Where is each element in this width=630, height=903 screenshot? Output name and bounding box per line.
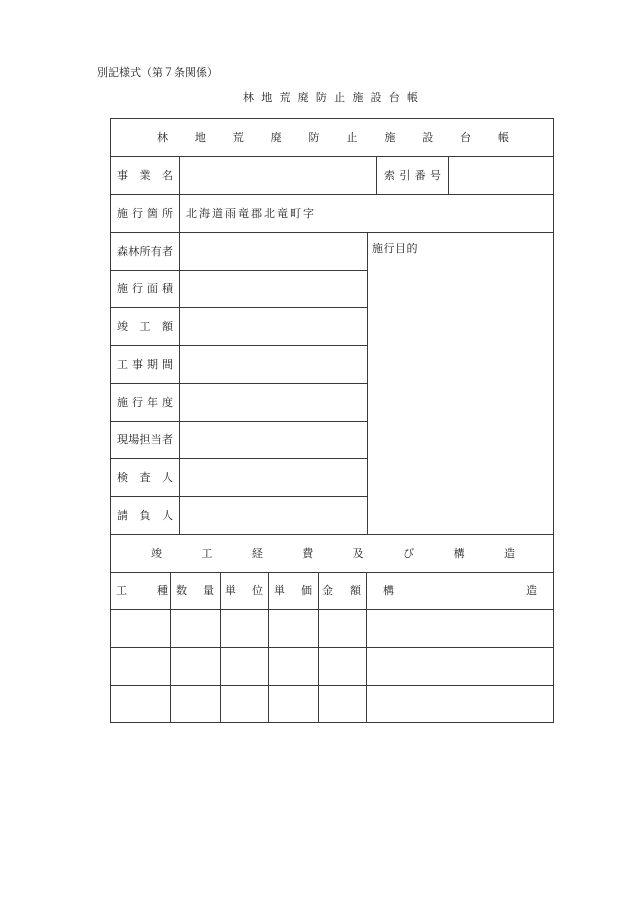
- cost-row-1-unit: [220, 609, 269, 648]
- col-label-unit: 単 位: [225, 584, 263, 597]
- contractor-label-cell: [110, 496, 180, 535]
- inspector-value-cell: [179, 458, 368, 497]
- cost-row-2-unit-price: [268, 647, 319, 686]
- cost-row-2-quantity: [170, 647, 221, 686]
- index-number-value-cell: [448, 156, 554, 195]
- ledger-table: [110, 118, 554, 723]
- forest-owner-label: 森林所有者: [117, 244, 173, 258]
- work-purpose-label: 施行目的: [372, 242, 418, 255]
- site-manager-label-cell: [110, 421, 180, 459]
- forest-owner-value-cell: [179, 232, 368, 271]
- site-manager-value-cell: [179, 421, 368, 459]
- cost-row-3-work-type: [110, 685, 171, 723]
- table-heading-cell: [110, 118, 554, 157]
- index-number-label: 索引番号: [384, 168, 441, 182]
- forest-owner-label-cell: [110, 232, 180, 271]
- inspector-label-cell: [110, 458, 180, 497]
- col-header-work-type: [110, 572, 171, 610]
- cost-row-2-amount: [318, 647, 367, 686]
- project-name-label: 事 業 名: [117, 168, 173, 182]
- col-header-amount: [318, 572, 367, 610]
- completion-amount-value-cell: [179, 307, 368, 346]
- col-label-amount: 金 額: [322, 584, 361, 597]
- index-number-label-cell: [376, 156, 449, 195]
- cost-row-1-unit-price: [268, 609, 319, 648]
- completion-amount-label-cell: [110, 307, 180, 346]
- construction-period-label: 工事期間: [117, 357, 173, 371]
- cost-row-3-quantity: [170, 685, 221, 723]
- col-header-structure: [366, 572, 554, 610]
- contractor-value-cell: [179, 496, 368, 535]
- site-manager-label: 現場担当者: [117, 433, 173, 446]
- project-name-label-cell: [110, 156, 180, 195]
- work-year-label: 施行年度: [117, 395, 173, 409]
- cost-row-1-amount: [318, 609, 367, 648]
- cost-row-2-work-type: [110, 647, 171, 686]
- col-header-unit: [220, 572, 269, 610]
- col-label-quantity: 数 量: [176, 584, 214, 597]
- work-area-label: 施行面積: [117, 282, 173, 295]
- work-purpose-cell: [367, 232, 554, 535]
- inspector-label: 検 査 人: [117, 470, 173, 484]
- cost-row-2-unit: [220, 647, 269, 686]
- location-value: 北海道雨竜郡北竜町字: [186, 206, 316, 220]
- cost-row-3-unit: [220, 685, 269, 723]
- cost-row-3-unit-price: [268, 685, 319, 723]
- cost-row-1-work-type: [110, 609, 171, 648]
- col-label-work-type: 工 種: [116, 584, 168, 597]
- cost-row-3-amount: [318, 685, 367, 723]
- contractor-label: 請 負 人: [117, 508, 173, 522]
- col-header-unit-price: [268, 572, 319, 610]
- work-area-value-cell: [179, 270, 368, 308]
- work-year-label-cell: [110, 383, 180, 422]
- form-style-note: 別記様式（第７条関係）: [97, 66, 218, 79]
- document-title: 林 地 荒 廃 防 止 施 設 台 帳: [243, 91, 418, 104]
- work-area-label-cell: [110, 270, 180, 308]
- project-name-value-cell: [179, 156, 377, 195]
- cost-row-3-structure: [366, 685, 554, 723]
- construction-period-label-cell: [110, 345, 180, 384]
- cost-row-1-quantity: [170, 609, 221, 648]
- col-header-quantity: [170, 572, 221, 610]
- col-label-unit-price: 単 価: [274, 584, 312, 597]
- table-heading: 林 地 荒 廃 防 止 施 設 台 帳: [157, 130, 509, 144]
- col-label-structure: 構 造: [383, 584, 537, 597]
- location-label-cell: [110, 194, 180, 233]
- construction-period-value-cell: [179, 345, 368, 384]
- work-year-value-cell: [179, 383, 368, 422]
- completion-amount-label: 竣 工 額: [117, 319, 173, 333]
- cost-row-2-structure: [366, 647, 554, 686]
- cost-heading-cell: [110, 534, 554, 573]
- cost-heading: 竣 工 経 費 及 び 構 造: [151, 546, 515, 560]
- cost-row-1-structure: [366, 609, 554, 648]
- location-value-cell: [179, 194, 554, 233]
- location-label: 施行箇所: [117, 206, 173, 220]
